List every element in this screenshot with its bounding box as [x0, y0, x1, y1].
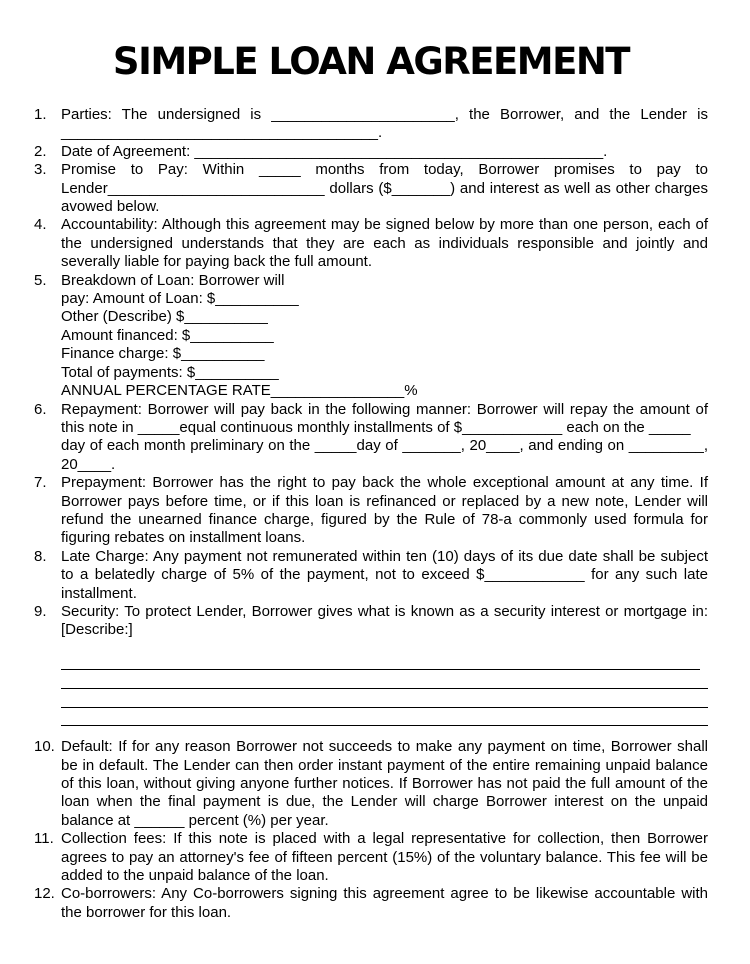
breakdown-line: Breakdown of Loan: Borrower will — [61, 271, 285, 289]
clause-co-borrowers — [34, 885, 708, 922]
clause-text: Date of Agreement: _________________________________________________. — [61, 142, 608, 160]
clause-number: 2. — [34, 142, 47, 160]
breakdown-line: Finance charge: $__________ — [61, 345, 265, 363]
breakdown-line: pay: Amount of Loan: $__________ — [61, 290, 299, 308]
clause-repayment — [34, 401, 708, 475]
clause-number: 6. — [34, 400, 47, 418]
blank-line — [61, 708, 708, 727]
clause-number: 9. — [34, 602, 47, 620]
clause-parties — [34, 106, 708, 143]
clause-number: 1. — [34, 106, 47, 123]
clause-accountability — [34, 216, 708, 271]
clause-security — [34, 603, 708, 738]
clause-text: Parties: The undersigned is ______________________, the Borrower, and the Lender is ______________________________________. — [61, 106, 708, 142]
clause-breakdown — [34, 272, 708, 401]
clause-number: 11. — [34, 830, 54, 848]
clause-text: Security: To protect Lender, Borrower gives what is known as a security interest or mortgage in: [Describe:] — [61, 602, 708, 639]
clause-list — [34, 106, 708, 922]
security-description-lines — [61, 640, 708, 738]
clause-number: 8. — [34, 547, 47, 565]
clause-late-charge — [34, 548, 708, 603]
blank-line — [61, 670, 708, 689]
document-title: SIMPLE LOAN AGREEMENT — [112, 40, 630, 83]
clause-number: 3. — [34, 161, 47, 179]
blank-line — [61, 652, 700, 671]
clause-text: Repayment: Borrower will pay back in the following manner: Borrower will repay the amount of this note in _____equal continuous monthly installments of $____________ each on the _____ — [61, 400, 708, 436]
clause-text: Late Charge: Any payment not remunerated within ten (10) days of its due date shall be subject to a belatedly charge of 5% of the payment, not to exceed $____________ for any such late installment. — [61, 547, 708, 602]
clause-default — [34, 738, 708, 830]
clause-prepayment — [34, 474, 708, 548]
clause-number: 10. — [34, 738, 55, 756]
breakdown-line: Total of payments: $__________ — [61, 363, 279, 381]
clause-text: Prepayment: Borrower has the right to pay back the whole exceptional amount at any time. If Borrower pays before time, or if this loan is refinanced or replaced by a new note, Lender will refund the unearned finance charge, figured by the Rule of 78-a commonly used formula for figuring rebates on installment loans. — [61, 474, 708, 547]
clause-number: 5. — [34, 271, 47, 289]
blank-line — [61, 689, 708, 708]
breakdown-line: ANNUAL PERCENTAGE RATE________________% — [61, 382, 418, 400]
clause-promise-to-pay — [34, 161, 708, 216]
clause-collection-fees — [34, 830, 708, 885]
clause-text: Accountability: Although this agreement may be signed below by more than one person, each of the undersigned understands that they are each as individuals responsible and jointly and severally liable for paying back the full amount. — [61, 216, 708, 271]
clause-number: 12. — [34, 885, 55, 903]
clause-text: Co-borrowers: Any Co-borrowers signing this agreement agree to be likewise accountable with the borrower for this loan. — [61, 885, 708, 921]
clause-number: 7. — [34, 474, 47, 492]
clause-text: Collection fees: If this note is placed with a legal representative for collection, then Borrower agrees to pay an attorney's fee of fifteen percent (15%) of the voluntary balance. This fee will be added to the unpaid balance of the loan. — [61, 830, 708, 884]
clause-text: Default: If for any reason Borrower not succeeds to make any payment on time, Borrower shall be in default. The Lender can then order instant payment of the entire remaining unpaid balance of this loan, without giving anyone further notices. If Borrower has not paid the full amount of the loan when the final payment is due, the Lender will charge Borrower interest on the unpaid balance at ______ percent (%) per year. — [61, 738, 708, 829]
clause-text: day of each month preliminary on the _____day of _______, 20____, and ending on _________, 20____. — [61, 437, 708, 473]
breakdown-line: Other (Describe) $__________ — [61, 308, 268, 326]
clause-text: Promise to Pay: Within _____ months from today, Borrower promises to pay to Lender__________________________ dollars ($_______) and interest as well as other charges avowed below. — [61, 161, 708, 216]
clause-number: 4. — [34, 216, 47, 234]
breakdown-line: Amount financed: $__________ — [61, 326, 274, 344]
clause-date — [34, 143, 708, 161]
